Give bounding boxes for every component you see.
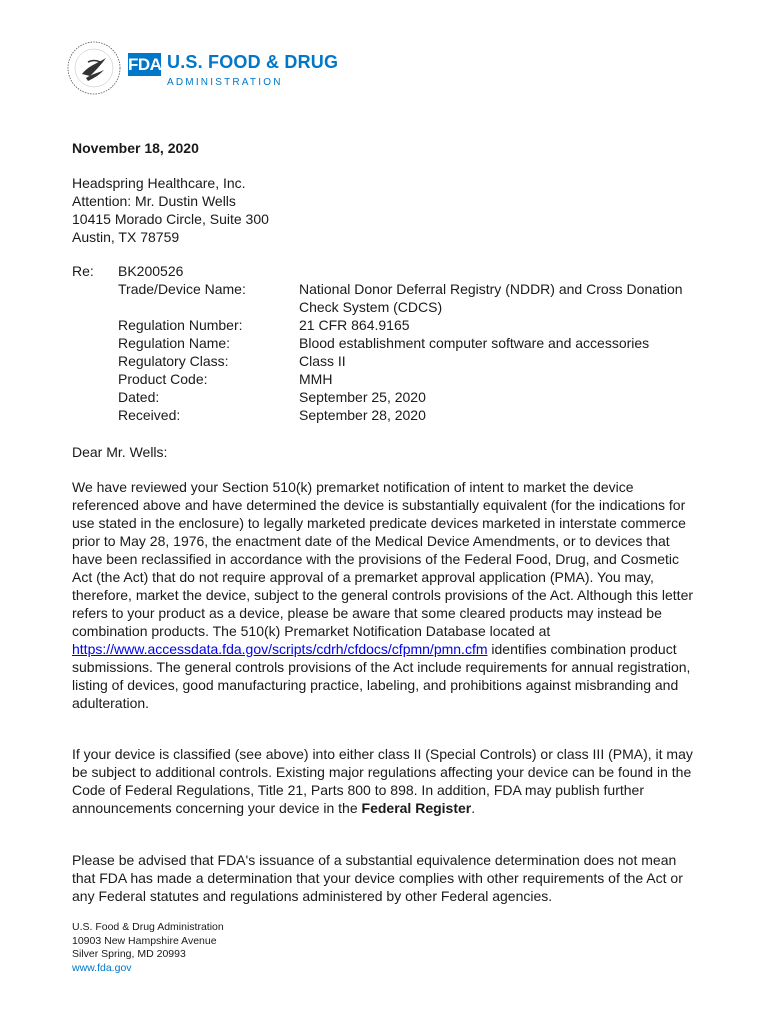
recipient-address: [72, 174, 269, 246]
re-label: Re:: [72, 263, 94, 279]
footer-line: 10903 New Hampshire Avenue: [72, 934, 217, 947]
re-row: [118, 370, 718, 388]
re-row: [118, 406, 718, 424]
paragraph-advisory: Please be advised that FDA's issuance of a substantial equivalence determination does not mean that FDA has made a determination that your device complies with other requirements of the Act or any Federal statutes and regulations administered by other Federal agencies.: [72, 852, 683, 904]
address-line: Austin, TX 78759: [72, 229, 180, 245]
pmn-database-link[interactable]: https://www.accessdata.fda.gov/scripts/cdrh/cfdocs/cfpmn/pmn.cfm: [72, 641, 488, 657]
re-key: Regulatory Class:: [118, 353, 229, 369]
re-key: Regulation Name:: [118, 335, 231, 351]
re-value: 21 CFR 864.9165: [299, 317, 410, 333]
re-row: [118, 388, 718, 406]
hhs-seal-icon: [66, 40, 122, 96]
re-row: [118, 352, 718, 370]
footer-line: Silver Spring, MD 20993: [72, 948, 186, 960]
re-key: Received:: [118, 407, 181, 423]
re-value: Class II: [299, 353, 346, 369]
re-key: Regulation Number:: [118, 317, 243, 333]
paragraph-text: identifies combination product submissions. The general controls provisions of the Act include requirements for annual registration, listing of devices, good manufacturing practice, labeling, and prohibitions against misbranding and adulteration.: [72, 641, 691, 711]
fda-logo: FDA: [128, 55, 162, 74]
agency-subtitle: ADMINISTRATION: [167, 77, 283, 88]
paragraph-text: If your device is classified (see above) into either class II (Special Controls) or class III (PMA), it may be subject to additional controls. Existing major regulations affecting your device can be found in the Code of Federal Regulations, Title 21, Parts 800 to 898. In addition, FDA may publish further announcements concerning your device in the: [72, 746, 693, 816]
letter-date: November 18, 2020: [72, 140, 199, 156]
submission-number: BK200526: [118, 263, 184, 279]
re-value: National Donor Deferral Registry (NDDR) and Cross Donation Check System (CDCS): [299, 281, 683, 315]
address-line: Attention: Mr. Dustin Wells: [72, 193, 236, 209]
paragraph-text: .: [471, 800, 476, 816]
footer-website-link[interactable]: www.fda.gov: [72, 961, 132, 974]
re-value: September 25, 2020: [299, 389, 426, 405]
address-line: Headspring Healthcare, Inc.: [72, 175, 246, 191]
re-row: [118, 334, 718, 352]
re-key: Dated:: [118, 389, 160, 405]
federal-register-emphasis: Federal Register: [361, 800, 472, 816]
footer-address: [72, 921, 224, 975]
re-key: Product Code:: [118, 371, 208, 387]
re-row: [118, 280, 718, 316]
re-value: MMH: [299, 371, 333, 387]
paragraph-text: We have reviewed your Section 510(k) premarket notification of intent to market the device referenced above and have determined the device is substantially equivalent (for the indications for use stated in the enclosure) to legally marketed predicate devices marketed in interstate commerce prior to May 28, 1976, the enactment date of the Medical Device Amendments, or to devices that have been reclassified in accordance with the provisions of the Federal Food, Drug, and Cosmetic Act (the Act) that do not require approval of a premarket approval application (PMA). You may, therefore, market the device, subject to the general controls provisions of the Act. Although this letter refers to your product as a device, please be aware that some cleared products may instead be combination products. The 510(k) Premarket Notification Database located at: [72, 479, 694, 639]
salutation: Dear Mr. Wells:: [72, 444, 168, 460]
re-row: [118, 316, 718, 334]
re-value: Blood establishment computer software and accessories: [299, 335, 650, 351]
re-value: September 28, 2020: [299, 407, 426, 423]
re-key: Trade/Device Name:: [118, 281, 246, 297]
address-line: 10415 Morado Circle, Suite 300: [72, 211, 269, 227]
footer-line: U.S. Food & Drug Administration: [72, 921, 224, 933]
agency-name: U.S. FOOD & DRUG: [167, 52, 339, 72]
letterhead: [66, 40, 339, 98]
paragraph-review: [72, 478, 697, 712]
paragraph-controls: [72, 745, 697, 817]
